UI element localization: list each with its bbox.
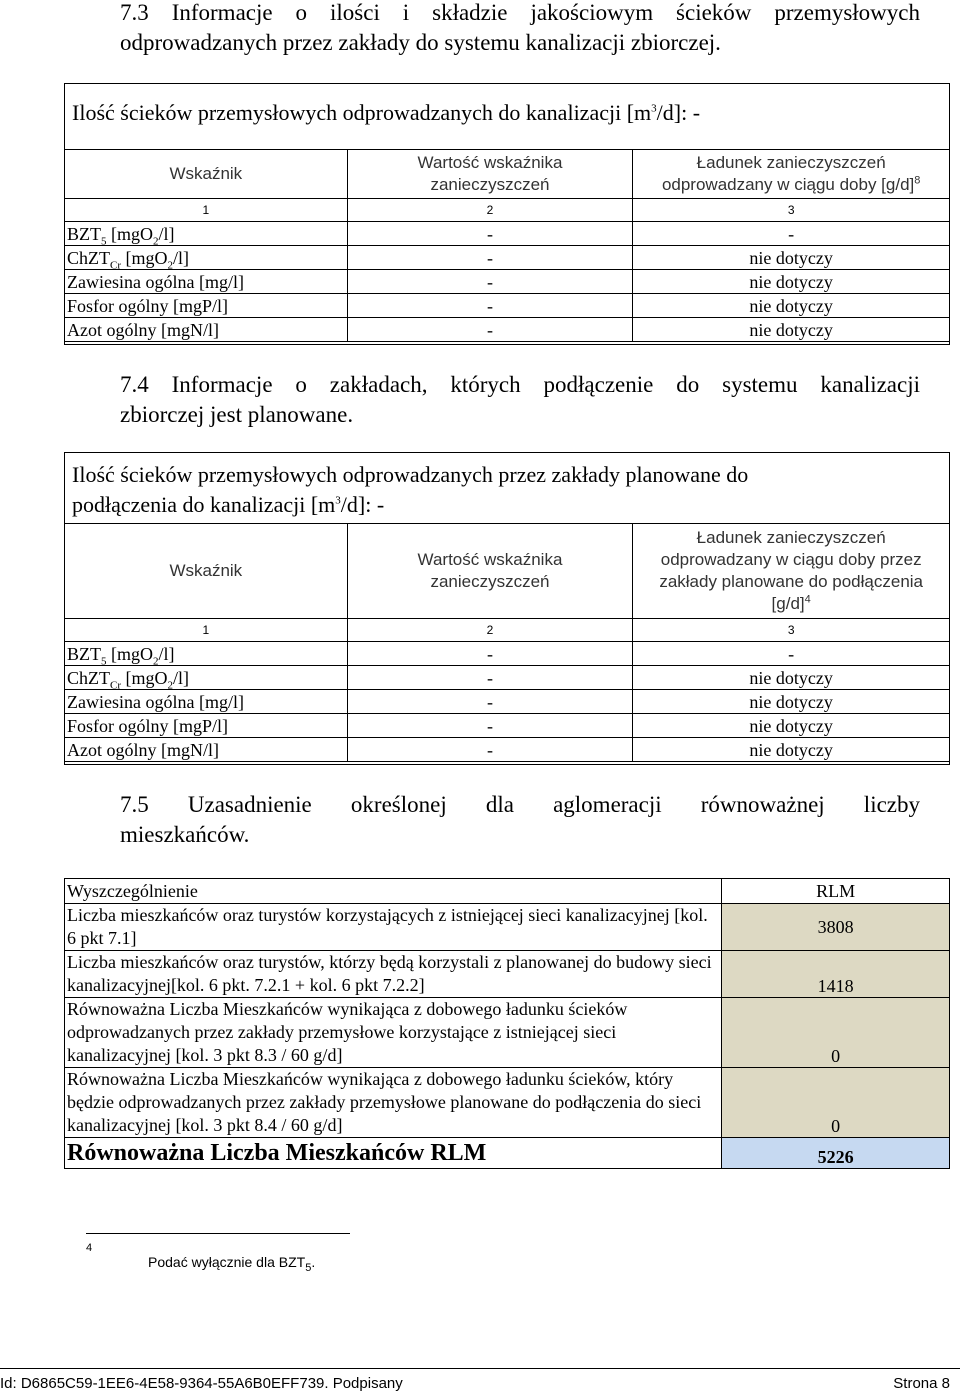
heading-line: zbiorczej jest planowane. bbox=[120, 402, 354, 427]
section-7-3-heading bbox=[120, 0, 920, 58]
col-value: Wartość wskaźnika zanieczyszczeń bbox=[347, 150, 633, 199]
footnote-marker: 4 bbox=[86, 1242, 93, 1254]
footnote-rule bbox=[86, 1233, 350, 1234]
table-row: ChZT$_{Cr}$ [mgO$_2$/l] - nie dotyczy bbox=[65, 246, 950, 270]
table-row: Azot ogólny [mgN/l] - nie dotyczy bbox=[65, 738, 950, 762]
box-title: Ilość ścieków przemysłowych odprowadzanych do kanalizacji $[m^3/d]$: - bbox=[72, 100, 701, 125]
document-id: Id: D6865C59-1EE6-4E58-9364-55A6B0EFF739. Podpisany bbox=[0, 1375, 403, 1392]
col-indicator: Wskaźnik bbox=[65, 524, 348, 619]
page-number: Strona 8 bbox=[893, 1375, 950, 1392]
col-indicator: Wskaźnik bbox=[65, 150, 348, 199]
pollution-table-existing bbox=[64, 149, 950, 342]
table-row: $BZT_5$ [mgO$_2$/l] - - bbox=[65, 642, 950, 666]
col-load: Ładunek zanieczyszczeń odprowadzany w ciągu doby $[g/d]^8$ bbox=[633, 150, 950, 199]
section-7-5-heading bbox=[120, 790, 920, 850]
column-numbers: 1 2 3 bbox=[65, 199, 950, 222]
table-header bbox=[65, 150, 950, 199]
column-numbers: 1 2 3 bbox=[65, 619, 950, 642]
heading-line: mieszkańców. bbox=[120, 822, 250, 847]
table-row: Fosfor ogólny [mgP/l] - nie dotyczy bbox=[65, 294, 950, 318]
table-row: Liczba mieszkańców oraz turystów, którzy będą korzystali z planowanej do budowy sieci kanalizacyjnej[kol. 6 pkt. 7.2.1 + kol. 6 pkt 7.2.2] 1418 bbox=[65, 951, 950, 998]
table-row: Azot ogólny [mgN/l] - nie dotyczy bbox=[65, 318, 950, 342]
rlm-table bbox=[64, 878, 950, 1169]
section-7-4-heading bbox=[120, 370, 920, 430]
table-row: Równoważna Liczba Mieszkańców wynikająca z dobowego ładunku ścieków odprowadzanych przez zakłady przemysłowe korzystające z istniejącej sieci kanalizacyjnej [kol. 3 pkt 8.3 / 60 g/d] 0 bbox=[65, 998, 950, 1068]
param-bzt: $BZT_5$ [mgO$_2$/l] bbox=[65, 642, 348, 666]
heading-line: 7.3 Informacje o ilości i składzie jakościowym ścieków przemysłowych bbox=[120, 0, 920, 25]
total-row bbox=[65, 1138, 950, 1169]
col-load: Ładunek zanieczyszczeń odprowadzany w ciągu doby przez zakłady planowane do podłączenia $[g/d]^4$ bbox=[633, 524, 950, 619]
total-label: Równoważna Liczba Mieszkańców RLM bbox=[65, 1138, 722, 1169]
table-row: $BZT_5$ [mgO$_2$/l] - - bbox=[65, 222, 950, 246]
table-row: Zawiesina ogólna [mg/l] - nie dotyczy bbox=[65, 270, 950, 294]
footnote: $^4$ Podać wyłącznie dla $BZT_5$. bbox=[86, 1242, 316, 1274]
col-description: Wyszczególnienie bbox=[65, 879, 722, 904]
heading-line: odprowadzanych przez zakłady do systemu kanalizacji zbiorczej. bbox=[120, 30, 721, 55]
col-rlm: RLM bbox=[722, 879, 950, 904]
table-row: Fosfor ogólny [mgP/l] - nie dotyczy bbox=[65, 714, 950, 738]
table-row: ChZT$_{Cr}$ [mgO$_2$/l] - nie dotyczy bbox=[65, 666, 950, 690]
table-row: Równoważna Liczba Mieszkańców wynikająca z dobowego ładunku ścieków, który będzie odprowadzanych przez zakłady przemysłowe planowane do podłączenia do sieci kanalizacyjnej [kol. 3 pkt 8.4 / 60 g/d] 0 bbox=[65, 1068, 950, 1138]
footer-rule bbox=[0, 1368, 960, 1369]
table-header bbox=[65, 879, 950, 904]
table-row: Liczba mieszkańców oraz turystów korzystających z istniejącej sieci kanalizacyjnej [kol. 6 pkt 7.1] 3808 bbox=[65, 904, 950, 951]
param-bzt: $BZT_5$ [mgO$_2$/l] bbox=[65, 222, 348, 246]
pollution-table-planned bbox=[64, 523, 950, 762]
total-value: 5226 bbox=[722, 1138, 950, 1169]
heading-line: 7.5 Uzasadnienie określonej dla aglomeracji równoważnej liczby bbox=[120, 792, 920, 817]
heading-line: 7.4 Informacje o zakładach, których podłączenie do systemu kanalizacji bbox=[120, 372, 920, 397]
col-value: Wartość wskaźnika zanieczyszczeń bbox=[347, 524, 633, 619]
param-chzt: ChZT$_{Cr}$ [mgO$_2$/l] bbox=[65, 666, 348, 690]
table-row: Zawiesina ogólna [mg/l] - nie dotyczy bbox=[65, 690, 950, 714]
table-header bbox=[65, 524, 950, 619]
param-chzt: ChZT$_{Cr}$ [mgO$_2$/l] bbox=[65, 246, 348, 270]
box-title: Ilość ścieków przemysłowych odprowadzanych przez zakłady planowane do podłączenia do kanalizacji $[m^3/d]$: - bbox=[72, 462, 749, 517]
